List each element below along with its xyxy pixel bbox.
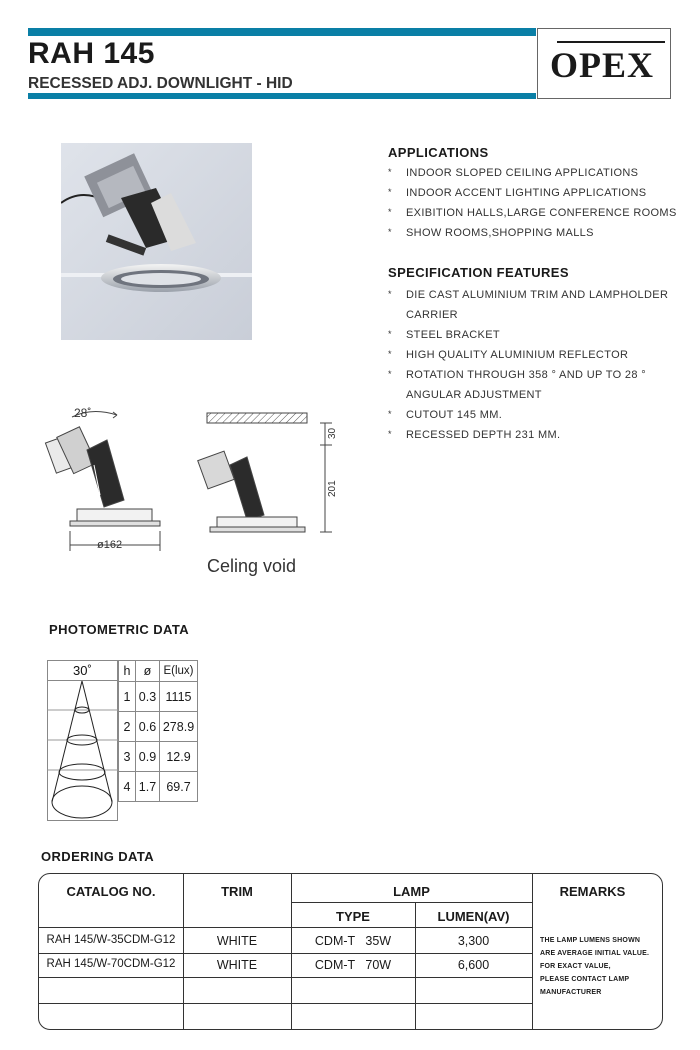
list-item: * HIGH QUALITY ALUMINIUM REFLECTOR [388, 349, 629, 361]
height-label: 201 [327, 480, 338, 497]
table-row: 4 1.7 69.7 [119, 772, 198, 802]
list-item: * SHOW ROOMS,SHOPPING MALLS [388, 227, 594, 239]
brand-logo-line [557, 41, 665, 43]
col-header-trim: TRIM [221, 884, 253, 899]
list-item: * INDOOR ACCENT LIGHTING APPLICATIONS [388, 187, 647, 199]
product-subtitle: RECESSED ADJ. DOWNLIGHT - HID [28, 75, 293, 92]
list-item: * CUTOUT 145 MM. [388, 409, 503, 421]
col-header-h: h [119, 661, 136, 682]
list-item: * RECESSED DEPTH 231 MM. [388, 429, 561, 441]
divider [291, 902, 532, 903]
list-item: * STEEL BRACKET [388, 329, 501, 341]
technical-drawing [42, 405, 342, 585]
void-label: 30 [327, 427, 338, 439]
row1-catalog: RAH 145/W-35CDM-G12 [46, 934, 176, 946]
header-bottom-bar [28, 93, 536, 99]
col-header-catalog: CATALOG NO. [66, 884, 156, 899]
light-cone-diagram [47, 660, 119, 822]
product-title: RAH 145 [28, 37, 155, 70]
specification-list [388, 285, 683, 445]
col-header-remarks: REMARKS [559, 884, 626, 899]
product-photo [61, 143, 252, 340]
row2-trim: WHITE [216, 958, 258, 972]
col-header-lamp: LAMP [393, 884, 430, 899]
row2-catalog: RAH 145/W-70CDM-G12 [46, 958, 176, 970]
list-item: * ROTATION THROUGH 358 ° AND UP TO 28 ° [388, 369, 646, 381]
list-item: * INDOOR SLOPED CEILING APPLICATIONS [388, 167, 639, 179]
col-header-type: TYPE [336, 909, 370, 924]
row1-type: CDM-T 35W [314, 934, 392, 948]
drawing-caption: Celing void [207, 556, 297, 576]
list-item: * EXIBITION HALLS,LARGE CONFERENCE ROOMS [388, 207, 677, 219]
beam-angle-label: 30˚ [73, 663, 92, 678]
diameter-label: ø162 [97, 539, 123, 551]
divider [39, 977, 532, 978]
brand-logo: OPEX [550, 45, 655, 85]
table-row: 3 0.9 12.9 [119, 742, 198, 772]
divider [39, 927, 532, 928]
col-header-lux: E(lux) [160, 661, 198, 682]
remarks-note: THE LAMP LUMENS SHOWN ARE AVERAGE INITIAL VALUE. FOR EXACT VALUE, PLEASE CONTACT LAMP MANUFACTURER [540, 937, 650, 996]
row2-lumen: 6,600 [457, 958, 490, 972]
photometric-table [118, 660, 198, 802]
divider [39, 1003, 532, 1004]
col-header-diameter: ø [136, 661, 160, 682]
row1-trim: WHITE [216, 934, 258, 948]
photometric-heading: PHOTOMETRIC DATA [49, 622, 190, 637]
row1-lumen: 3,300 [457, 934, 490, 948]
list-item: ANGULAR ADJUSTMENT [406, 389, 542, 401]
applications-heading: APPLICATIONS [388, 145, 489, 160]
angle-label: 28˚ [74, 406, 92, 420]
ordering-heading: ORDERING DATA [41, 849, 155, 864]
applications-list [388, 163, 678, 243]
list-item: CARRIER [406, 309, 458, 321]
specification-heading: SPECIFICATION FEATURES [388, 265, 569, 280]
header-top-bar [28, 28, 536, 36]
row2-type: CDM-T 70W [314, 958, 392, 972]
col-header-lumen: LUMEN(AV) [437, 909, 510, 924]
divider [39, 953, 532, 954]
table-row: 2 0.6 278.9 [119, 712, 198, 742]
table-row: 1 0.3 1115 [119, 682, 198, 712]
list-item: * DIE CAST ALUMINIUM TRIM AND LAMPHOLDER [388, 289, 669, 301]
